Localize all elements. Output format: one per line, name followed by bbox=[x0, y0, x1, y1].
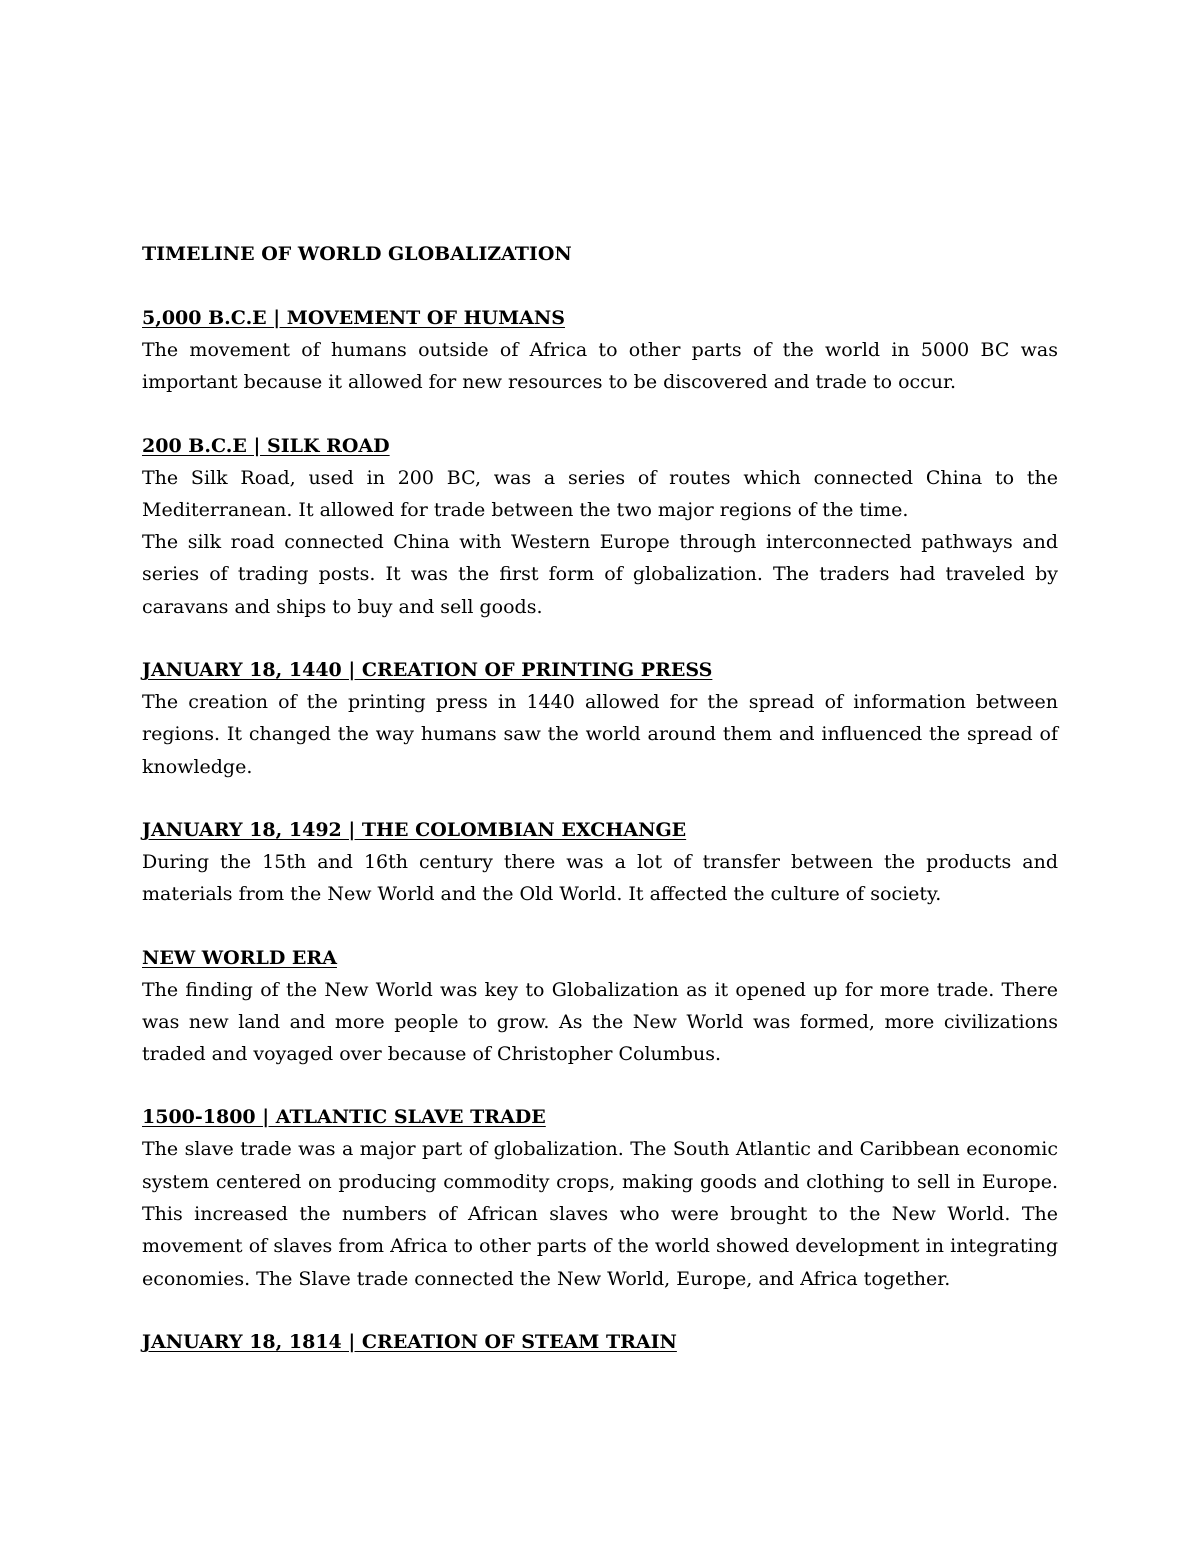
timeline-section bbox=[142, 814, 1058, 911]
timeline-section bbox=[142, 302, 1058, 399]
timeline-section bbox=[142, 942, 1058, 1071]
section-heading: NEW WORLD ERA bbox=[142, 946, 337, 969]
section-paragraph: The silk road connected China with Western Europe through interconnected pathways and series of trading posts. It was the first form of globalization. The traders had traveled by caravans and ships to buy and sell goods. bbox=[142, 531, 1058, 618]
section-heading: JANUARY 18, 1492 | THE COLOMBIAN EXCHANGE bbox=[142, 818, 687, 841]
section-heading: 200 B.C.E | SILK ROAD bbox=[142, 434, 390, 457]
section-heading: JANUARY 18, 1814 | CREATION OF STEAM TRAIN bbox=[142, 1330, 677, 1353]
section-heading: JANUARY 18, 1440 | CREATION OF PRINTING PRESS bbox=[142, 659, 713, 682]
document-page bbox=[142, 238, 1058, 1389]
timeline-section bbox=[142, 1101, 1058, 1294]
timeline-section bbox=[142, 654, 1058, 783]
document-title: TIMELINE OF WORLD GLOBALIZATION bbox=[142, 243, 572, 265]
section-paragraph: During the 15th and 16th century there was a lot of transfer between the products and materials from the New World and the Old World. It affected the culture of society. bbox=[142, 850, 1058, 906]
section-heading: 1500-1800 | ATLANTIC SLAVE TRADE bbox=[142, 1106, 546, 1129]
section-paragraph: The Silk Road, used in 200 BC, was a series of routes which connected China to the Mediterranean. It allowed for trade between the two major regions of the time. bbox=[142, 466, 1058, 521]
section-paragraph: The creation of the printing press in 1440 allowed for the spread of information between regions. It changed the way humans saw the world around them and influenced the spread of knowledge. bbox=[142, 691, 1058, 778]
timeline-section bbox=[142, 1326, 1058, 1358]
section-paragraph: The movement of humans outside of Africa to other parts of the world in 5000 BC was important because it allowed for new resources to be discovered and trade to occur. bbox=[142, 339, 1058, 394]
section-paragraph: The finding of the New World was key to Globalization as it opened up for more trade. There was new land and more people to grow. As the New World was formed, more civilizations traded and voyaged over because of Christopher Columbus. bbox=[142, 978, 1058, 1066]
section-paragraph: The slave trade was a major part of globalization. The South Atlantic and Caribbean economic system centered on producing commodity crops, making goods and clothing to sell in Europe. This increased the numbers of African slaves who were brought to the New World. The movement of slaves from Africa to other parts of the world showed development in integrating economies. The Slave trade connected the New World, Europe, and Africa together. bbox=[142, 1138, 1058, 1290]
timeline-section bbox=[142, 430, 1058, 623]
section-heading: 5,000 B.C.E | MOVEMENT OF HUMANS bbox=[142, 307, 565, 329]
